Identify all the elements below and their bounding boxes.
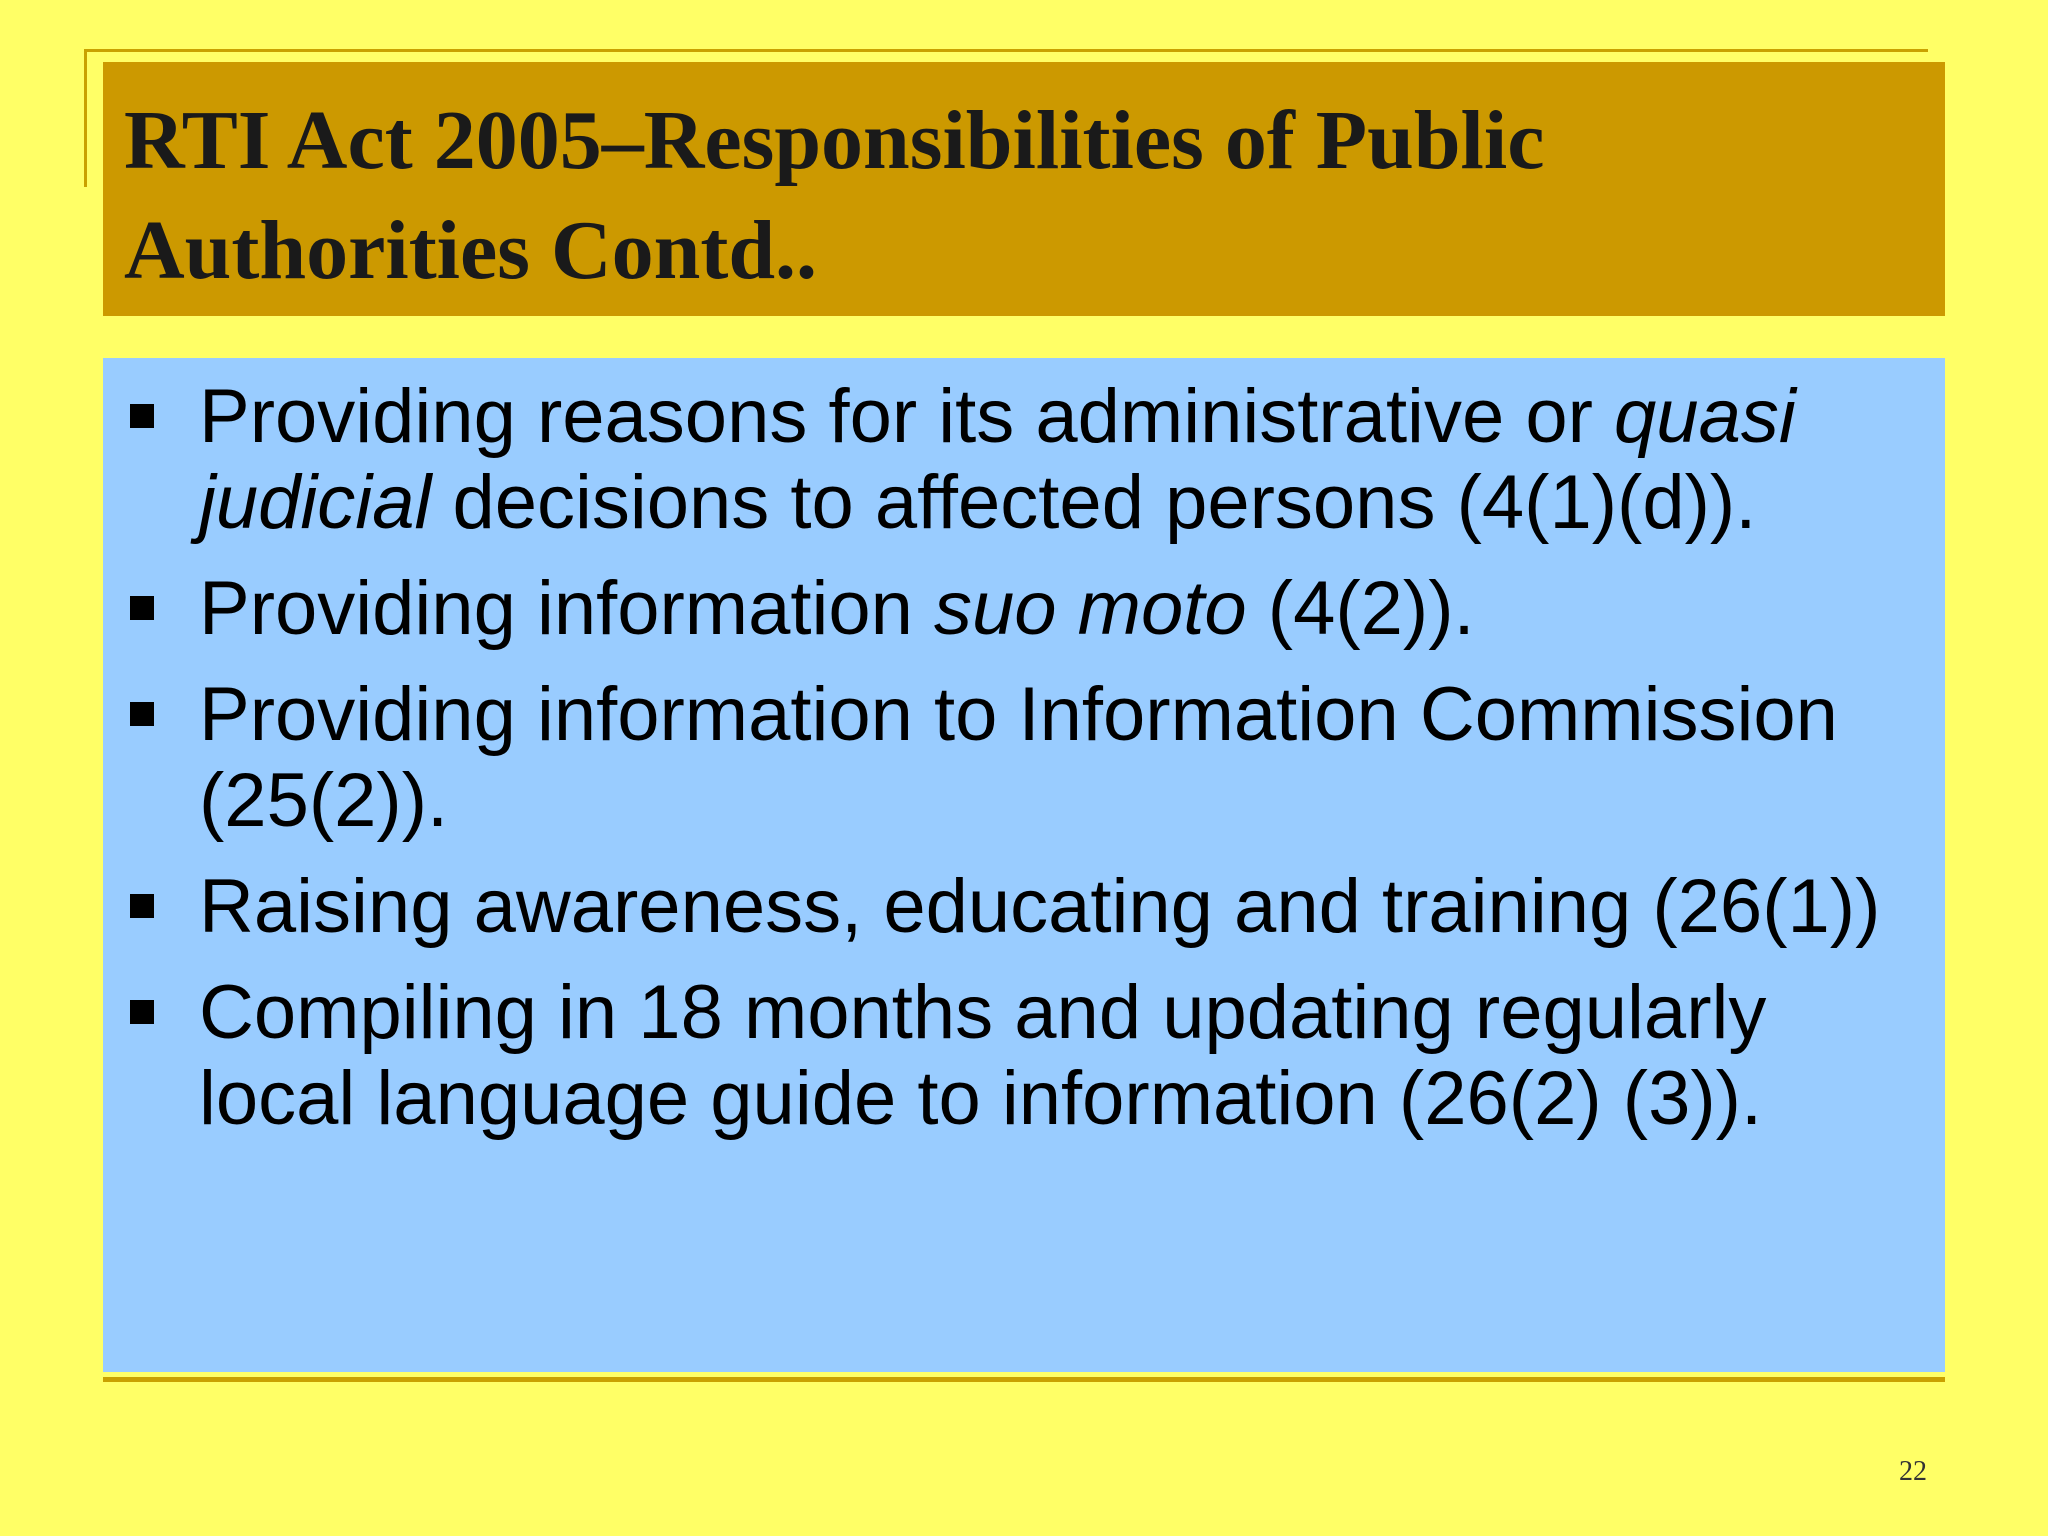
bullet-5-text: Compiling in 18 months and updating regularly local language guide to information (26(2) (3)). [199,970,1767,1141]
square-bullet-icon [130,702,154,726]
bullet-1-italic-b: judicial [199,460,432,545]
bullet-list [125,374,1925,1142]
slide-title-line-2: Authorities Contd.. [124,204,818,297]
slide-number: 22 [1899,1456,1927,1487]
bullet-2-italic: suo moto [934,566,1247,651]
bullet-item-2 [125,566,1925,652]
slide-title-line-1: RTI Act 2005–Responsibilities of Public [124,94,1545,187]
bullet-2-text-b: (4(2)). [1246,566,1475,651]
bullet-2-text-a: Providing information [199,566,935,651]
bullet-item-3 [125,672,1925,844]
bullet-3-text: Providing information to Information Commission (25(2)). [199,672,1838,843]
slide-title [124,86,1945,306]
bullet-item-1 [125,374,1925,546]
square-bullet-icon [130,894,154,918]
bullet-1-text-a: Providing reasons for its administrative or [199,374,1615,459]
bullet-4-text: Raising awareness, educating and training (26(1)) [199,864,1881,949]
square-bullet-icon [130,404,154,428]
bullet-item-4 [125,864,1925,950]
bullet-1-italic-a: quasi [1614,374,1796,459]
title-frame-top-rule [84,49,1928,52]
content-panel [103,358,1945,1372]
square-bullet-icon [130,1000,154,1024]
content-bottom-rule [103,1377,1945,1382]
bullet-item-5 [125,970,1925,1142]
square-bullet-icon [130,596,154,620]
bullet-1-text-c: decisions to affected persons (4(1)(d)). [431,460,1757,545]
title-band [103,62,1945,316]
title-frame-left-rule [84,49,87,187]
